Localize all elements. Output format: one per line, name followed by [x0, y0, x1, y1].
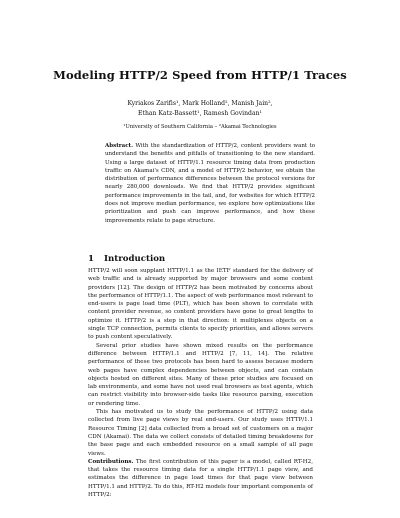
- section-title: Introduction: [103, 254, 166, 264]
- paragraph-3: This has motivated us to study the performance of HTTP/2 using data collected from live page views by real end-users. Our study uses HTTP/1.1 Resource Timing [2] data collected from a broad set of customers on a major CDN (Akamai). The data we collect consists of detailed timing breakdowns for the base page and each embedded resource on a small sample of all page views.: [88, 409, 313, 457]
- paragraph-2: Several prior studies have shown mixed results on the performance difference between HTTP/1.1 and HTTP/2 [7, 11, 14]. The relative performance of these two protocols has been hard to assess because modern web pages have complex dependencies between objects, and can contain objects hosted on different sites. Many of these prior studies are focused on lab environments, and some have not used real browsers as test agents, which can restrict visibility into browser-side tasks like resource parsing, execution or rendering time.: [88, 342, 313, 407]
- section-heading: [88, 254, 165, 264]
- authors-line-1: Kyriakos Zarifis¹, Mark Holland², Manish Jain²,: [127, 100, 273, 107]
- abstract-label: Abstract.: [105, 143, 134, 149]
- abstract-text: With the standardization of HTTP/2, content providers want to understand the benefits and pitfalls of transitioning to the new standard. Using a large dataset of HTTP/1.1 resource timing data from production traffic on Akamai's CDN, and a model of HTTP/2 behavior, we obtain the distribution of performance differences between the protocol versions for nearly 280,000 downloads. We find that HTTP/2 provides significant performance improvements in the tail, and, for websites for which HTTP/2 does not improve median performance, we explore how optimizations like prioritization and push can improve performance, and how these improvements relate to page structure.: [105, 143, 316, 224]
- section-number: 1: [88, 254, 94, 264]
- paragraph-1: HTTP/2 will soon supplant HTTP/1.1 as the IETF standard for the delivery of web traffic and is already supported by major browsers and some content providers [12]. The design of HTTP/2 has been motivated by concerns about the performance of HTTP/1.1. The aspect of web performance most relevant to end-users is page load time (PLT), which has been shown to correlate with content provider revenue, so content providers have gone to great lengths to optimize it. HTTP/2 is a step in that direction: it multiplexes objects on a single TCP connection, permits clients to specify priorities, and allows servers to push content speculatively.: [88, 268, 313, 341]
- author-list: [60, 99, 340, 119]
- contributions-label: Contributions.: [88, 458, 134, 465]
- paper-title: Modeling HTTP/2 Speed from HTTP/1 Traces: [53, 68, 347, 82]
- authors-line-2: Ethan Katz-Bassett¹, Ramesh Govindan¹: [138, 110, 262, 118]
- affiliations: ¹University of Southern California – ²Akamai Technologies: [123, 124, 277, 130]
- abstract: [105, 142, 315, 225]
- contributions-paragraph: [88, 458, 313, 499]
- section-body: [88, 267, 313, 499]
- contributions-text: The first contribution of this paper is a model, called RT-H2, that takes the resource timing data for a single HTTP/1.1 page view, and estimates the difference in page load times for that page view between HTTP/1.1 and HTTP/2. To do this, RT-H2 models four important components of HTTP/2:: [88, 458, 313, 499]
